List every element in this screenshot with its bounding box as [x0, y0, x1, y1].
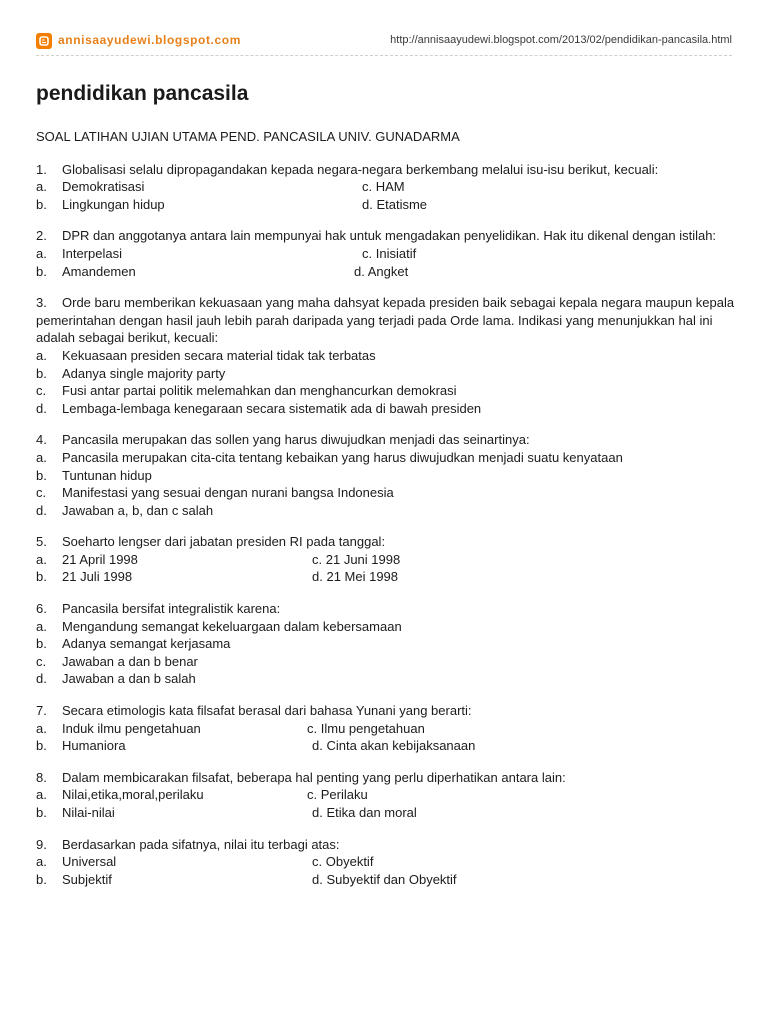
- option-letter: b.: [36, 738, 47, 754]
- question-stem: [36, 836, 736, 854]
- option-letter: d.: [36, 671, 47, 687]
- question-text: DPR dan anggotanya antara lain mempunyai hak untuk mengadakan penyelidikan. Hak itu dikenal dengan istilah:: [62, 228, 717, 244]
- option-letter: a.: [36, 787, 47, 803]
- option-text: Angket: [367, 263, 409, 279]
- option-letter: d.: [312, 569, 323, 585]
- option-letter: d.: [354, 263, 365, 279]
- option: [307, 720, 425, 738]
- option-letter: b.: [36, 196, 47, 212]
- option-letter: c.: [36, 485, 47, 501]
- option: [307, 786, 368, 804]
- option: [354, 263, 408, 281]
- option-text: Demokratisasi: [62, 179, 145, 195]
- option-letter: a.: [36, 854, 47, 870]
- question-text: Orde baru memberikan kekuasaan yang maha dahsyat kepada presiden baik sebagai kepala negara maupun kepala pemerintahan dengan hasil jauh lebih parah daripada yang terjadi pada Orde lama. Indikasi yang menunjukkan hal ini adalah sebagai berikut, kecuali:: [36, 295, 735, 346]
- option-letter: b.: [36, 871, 47, 887]
- option-letter: c.: [307, 787, 318, 803]
- option-text: Etatisme: [376, 196, 428, 212]
- site-name-link[interactable]: annisaayudewi.blogspot.com: [58, 33, 241, 47]
- option-text: Universal: [62, 854, 117, 870]
- question-stem: [36, 227, 736, 245]
- option: [36, 737, 312, 755]
- option-letter: c.: [36, 383, 47, 399]
- option: [36, 804, 312, 822]
- option-row: [36, 853, 736, 871]
- option-text: 21 Juli 1998: [62, 569, 133, 585]
- question-number: 1.: [36, 161, 47, 177]
- question-number: 4.: [36, 432, 47, 448]
- option-text: Cinta akan kebijaksanaan: [326, 738, 476, 754]
- option-letter: d.: [312, 805, 323, 820]
- option: [312, 871, 457, 889]
- option-text: Perilaku: [320, 787, 368, 803]
- option-row: [36, 400, 736, 418]
- option: [36, 653, 198, 671]
- option-row: [36, 178, 736, 196]
- option-letter: d.: [312, 738, 323, 754]
- option-text: Interpelasi: [62, 245, 122, 261]
- option-letter: b.: [36, 805, 47, 820]
- option: [36, 853, 312, 871]
- question-8: [36, 769, 736, 822]
- question-text: Globalisasi selalu dipropagandakan kepada negara-negara berkembang melalui isu-isu berikut, kecuali:: [62, 161, 659, 177]
- option-text: Inisiatif: [375, 245, 417, 261]
- option-text: Adanya semangat kerjasama: [62, 636, 231, 652]
- option: [36, 196, 362, 214]
- option-text: Subjektif: [62, 871, 112, 887]
- question-3: [36, 294, 736, 417]
- option-text: 21 Juni 1998: [325, 551, 401, 567]
- option-text: Ilmu pengetahuan: [320, 720, 425, 736]
- question-text: Pancasila merupakan das sollen yang harus diwujudkan menjadi das seinartinya:: [62, 432, 530, 448]
- option-text: Jawaban a, b, dan c salah: [62, 502, 214, 518]
- option-text: Jawaban a dan b benar: [62, 653, 198, 669]
- option: [362, 178, 405, 196]
- option-row: [36, 502, 736, 520]
- question-text: Soeharto lengser dari jabatan presiden RI pada tanggal:: [62, 534, 386, 550]
- option-letter: c.: [312, 854, 323, 870]
- option: [312, 853, 373, 871]
- option-row: [36, 245, 736, 263]
- option: [36, 720, 307, 738]
- question-stem: [36, 702, 736, 720]
- question-stem: [36, 600, 736, 618]
- option-row: [36, 347, 736, 365]
- option-text: Jawaban a dan b salah: [62, 671, 196, 687]
- option-row: [36, 263, 736, 281]
- question-stem: [36, 294, 736, 347]
- option: [312, 737, 475, 755]
- option-text: Lembaga-lembaga kenegaraan secara sistematik ada di bawah presiden: [62, 400, 482, 416]
- option-letter: a.: [36, 245, 47, 261]
- option-text: Amandemen: [62, 263, 136, 279]
- question-1: [36, 161, 736, 214]
- option-row: [36, 653, 736, 671]
- option-row: [36, 196, 736, 214]
- option-row: [36, 382, 736, 400]
- option: [36, 449, 623, 467]
- question-text: Secara etimologis kata filsafat berasal dari bahasa Yunani yang berarti:: [62, 703, 472, 719]
- option-row: [36, 670, 736, 688]
- question-number: 3.: [36, 295, 47, 311]
- option-text: Nilai-nilai: [62, 805, 115, 820]
- option: [36, 786, 307, 804]
- option-text: HAM: [375, 179, 405, 195]
- option: [36, 365, 225, 383]
- option-letter: c.: [36, 653, 47, 669]
- option-text: Etika dan moral: [326, 805, 417, 820]
- option-letter: c.: [312, 551, 323, 567]
- option-text: Tuntunan hidup: [62, 467, 152, 483]
- question-5: [36, 533, 736, 586]
- option-text: Fusi antar partai politik melemahkan dan menghancurkan demokrasi: [62, 383, 457, 399]
- option-row: [36, 365, 736, 383]
- option-letter: b.: [36, 263, 47, 279]
- option-text: Obyektif: [325, 854, 374, 870]
- header-divider: [36, 55, 732, 56]
- question-2: [36, 227, 736, 280]
- question-stem: [36, 769, 736, 787]
- option-letter: d.: [36, 400, 47, 416]
- option-letter: d.: [362, 196, 373, 212]
- question-text: Berdasarkan pada sifatnya, nilai itu terbagi atas:: [62, 836, 340, 852]
- question-number: 5.: [36, 534, 47, 550]
- option-row: [36, 720, 736, 738]
- question-stem: [36, 431, 736, 449]
- question-text: Pancasila bersifat integralistik karena:: [62, 601, 281, 617]
- option-letter: c.: [362, 179, 373, 195]
- option-text: Lingkungan hidup: [62, 196, 165, 212]
- option-row: [36, 786, 736, 804]
- option-letter: a.: [36, 449, 47, 465]
- option-text: 21 April 1998: [62, 551, 138, 567]
- question-6: [36, 600, 736, 688]
- question-list: [36, 161, 736, 889]
- option: [36, 245, 362, 263]
- option-text: 21 Mei 1998: [326, 569, 399, 585]
- option-letter: c.: [307, 720, 318, 736]
- option-letter: a.: [36, 179, 47, 195]
- option-row: [36, 618, 736, 636]
- option-row: [36, 568, 736, 586]
- option: [312, 568, 398, 586]
- option: [36, 347, 376, 365]
- option: [312, 804, 417, 822]
- option-letter: a.: [36, 618, 47, 634]
- option-letter: a.: [36, 347, 47, 363]
- option-text: Subyektif dan Obyektif: [326, 871, 457, 887]
- option-letter: b.: [36, 569, 47, 585]
- question-9: [36, 836, 736, 889]
- option: [36, 178, 362, 196]
- option: [36, 484, 394, 502]
- option-text: Nilai,etika,moral,perilaku: [62, 787, 204, 803]
- document-subtitle: SOAL LATIHAN UJIAN UTAMA PEND. PANCASILA UNIV. GUNADARMA: [36, 129, 460, 144]
- option: [36, 551, 312, 569]
- question-number: 2.: [36, 228, 47, 244]
- option-text: Adanya single majority party: [62, 365, 226, 381]
- option-letter: c.: [362, 245, 373, 261]
- option-row: [36, 737, 736, 755]
- option-row: [36, 871, 736, 889]
- question-7: [36, 702, 736, 755]
- option: [36, 568, 312, 586]
- option: [36, 263, 354, 281]
- page-title: pendidikan pancasila: [36, 82, 249, 105]
- option-letter: d.: [36, 502, 47, 518]
- option: [36, 635, 230, 653]
- option: [312, 551, 400, 569]
- option-letter: b.: [36, 467, 47, 483]
- option-letter: a.: [36, 551, 47, 567]
- option-row: [36, 551, 736, 569]
- option: [36, 670, 196, 688]
- option-letter: d.: [312, 871, 323, 887]
- option-row: [36, 484, 736, 502]
- question-number: 6.: [36, 601, 47, 617]
- document-body: [36, 128, 736, 902]
- option: [36, 382, 457, 400]
- question-number: 8.: [36, 769, 47, 785]
- option-text: Manifestasi yang sesuai dengan nurani bangsa Indonesia: [62, 485, 394, 501]
- option: [36, 618, 402, 636]
- option: [36, 871, 312, 889]
- option-text: Induk ilmu pengetahuan: [62, 720, 201, 736]
- option: [362, 196, 427, 214]
- option-text: Pancasila merupakan cita-cita tentang kebaikan yang harus diwujudkan menjadi suatu kenyataan: [62, 449, 623, 465]
- option-letter: a.: [36, 720, 47, 736]
- question-number: 7.: [36, 703, 47, 719]
- question-stem: [36, 161, 736, 179]
- option: [362, 245, 416, 263]
- option-letter: b.: [36, 365, 47, 381]
- option-row: [36, 449, 736, 467]
- option-text: Humaniora: [62, 738, 126, 754]
- option-text: Mengandung semangat kekeluargaan dalam kebersamaan: [62, 618, 402, 634]
- option-letter: b.: [36, 636, 47, 652]
- question-text: Dalam membicarakan filsafat, beberapa hal penting yang perlu diperhatikan antara lain:: [62, 769, 566, 785]
- option: [36, 400, 481, 418]
- page-header: [36, 30, 732, 52]
- question-4: [36, 431, 736, 519]
- option: [36, 502, 213, 520]
- page-url-link[interactable]: http://annisaayudewi.blogspot.com/2013/02/pendidikan-pancasila.html: [390, 34, 732, 46]
- option-row: [36, 804, 736, 822]
- option-text: Kekuasaan presiden secara material tidak tak terbatas: [62, 347, 376, 363]
- option-row: [36, 467, 736, 485]
- question-number: 9.: [36, 836, 47, 852]
- option-row: [36, 635, 736, 653]
- question-stem: [36, 533, 736, 551]
- blogger-icon: [36, 33, 52, 49]
- option: [36, 467, 152, 485]
